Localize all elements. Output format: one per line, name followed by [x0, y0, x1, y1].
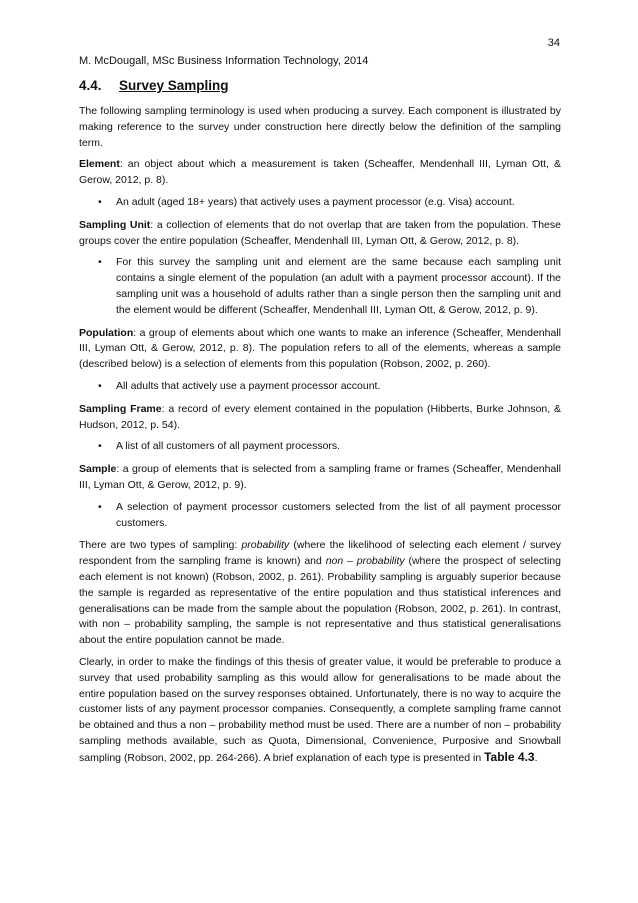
term-definition: : a group of elements that is selected from a sampling frame or frames (Scheaffer, Mendenhall III, Lyman Ott, & Gerow, 2012, p. 9). [79, 463, 561, 491]
term-definition: : a group of elements about which one wants to make an inference (Scheaffer, Mendenhall III, Lyman Ott, & Gerow, 2012, p. 8). The population refers to all of the elements, whereas a sample (described below) is a selection of elements from this population (Robson, 2002, p. 260). [79, 326, 561, 371]
term-definition: : an object about which a measurement is taken (Scheaffer, Mendenhall III, Lyman Ott, & Gerow, 2012, p. 8). [79, 158, 561, 187]
definition-paragraph [79, 402, 561, 434]
example-text: A list of all customers of all payment processors. [116, 440, 341, 453]
text-run: Clearly, in order to make the findings of this thesis of greater value, it would be preferable to produce a survey that used probability sampling as this would allow for generalisations to be made about the entire population based on the survey responses obtained. Unfortunately, there is no way to acquire the customer lists of any payment processor companies. Consequently, a complete sampling frame cannot be obtained and thus a non – probability method must be used. There are a number of non – probability sampling methods available, such as Quota, Dimensional, Convenience, Purposive and Snowball sampling (Robson, 2002, pp. 264-266). A brief explanation of each type is presented in [79, 655, 561, 764]
term-definition: : a collection of elements that do not overlap that are taken from the population. These groups cover the entire population (Scheaffer, Mendenhall III, Lyman Ott, & Gerow, 2012, p. 8). [79, 218, 561, 247]
text-run: . [534, 751, 538, 764]
example-text: A selection of payment processor customers selected from the list of all payment processor customers. [116, 500, 561, 529]
term: Population [79, 326, 134, 339]
section-number: 4.4. [79, 78, 102, 93]
term: Sampling Unit [79, 218, 151, 231]
emphasis-non-probability: non – probability [325, 555, 405, 568]
bullet-icon: • [98, 195, 102, 208]
example-bullet [79, 439, 561, 455]
definition-paragraph [79, 326, 561, 373]
example-bullet [79, 195, 561, 211]
bullet-icon: • [98, 379, 102, 392]
example-bullet [79, 379, 561, 395]
bullet-icon: • [98, 256, 102, 269]
example-bullet [79, 500, 561, 532]
text-run: (where the likelihood of selecting each element / survey respondent from the sampling frame is known) and [79, 539, 561, 568]
term: Element [79, 158, 120, 171]
bullet-icon: • [98, 500, 102, 513]
definition-paragraph [79, 218, 561, 250]
example-text: For this survey the sampling unit and element are the same because each sampling unit contains a single element of the population (an adult with a payment processor account). If the sampling unit was a household of adults rather than a single person then the sampling unit and the element would be different (Scheaffer, Mendenhall III, Lyman Ott, & Gerow, 2012, p. 9). [116, 256, 561, 316]
example-text: An adult (aged 18+ years) that actively uses a payment processor (e.g. Visa) account. [116, 195, 515, 208]
running-header: M. McDougall, MSc Business Information Technology, 2014 [79, 55, 369, 67]
intro-paragraph: The following sampling terminology is used when producing a survey. Each component is illustrated by making reference to the survey under construction here directly below the definition of the sampling term. [79, 105, 561, 149]
emphasis-probability: probability [241, 539, 290, 552]
term-definition: : a record of every element contained in the population (Hibberts, Burke Johnson, & Hudson, 2012, p. 54). [79, 402, 561, 431]
page-number: 34 [547, 37, 560, 49]
term: Sampling Frame [79, 402, 162, 415]
section-heading [79, 77, 561, 95]
definition-paragraph [79, 462, 561, 494]
text-run: There are two types of sampling: [79, 539, 242, 552]
bullet-icon: • [98, 440, 102, 453]
example-text: All adults that actively use a payment processor account. [116, 379, 381, 392]
section-title: Survey Sampling [119, 78, 229, 93]
sampling-types-paragraph [79, 538, 561, 649]
term: Sample [79, 463, 117, 476]
definition-paragraph [79, 157, 561, 189]
table-reference-link[interactable]: Table 4.3 [484, 749, 535, 764]
document-body [79, 77, 561, 772]
example-bullet [79, 255, 561, 318]
closing-paragraph [79, 655, 561, 767]
text-run: (where the prospect of selecting each element is not known) (Robson, 2002, p. 261). Probability sampling is arguably superior because the sample is regarded as representative of the entire population and thus statistical inferences and generalisations can be made from the sample about the population (Robson, 2002, p. 261). In contrast, with non – probability sampling, the sample is not representative and thus statistical generalisations about the entire population cannot be made. [79, 555, 561, 647]
